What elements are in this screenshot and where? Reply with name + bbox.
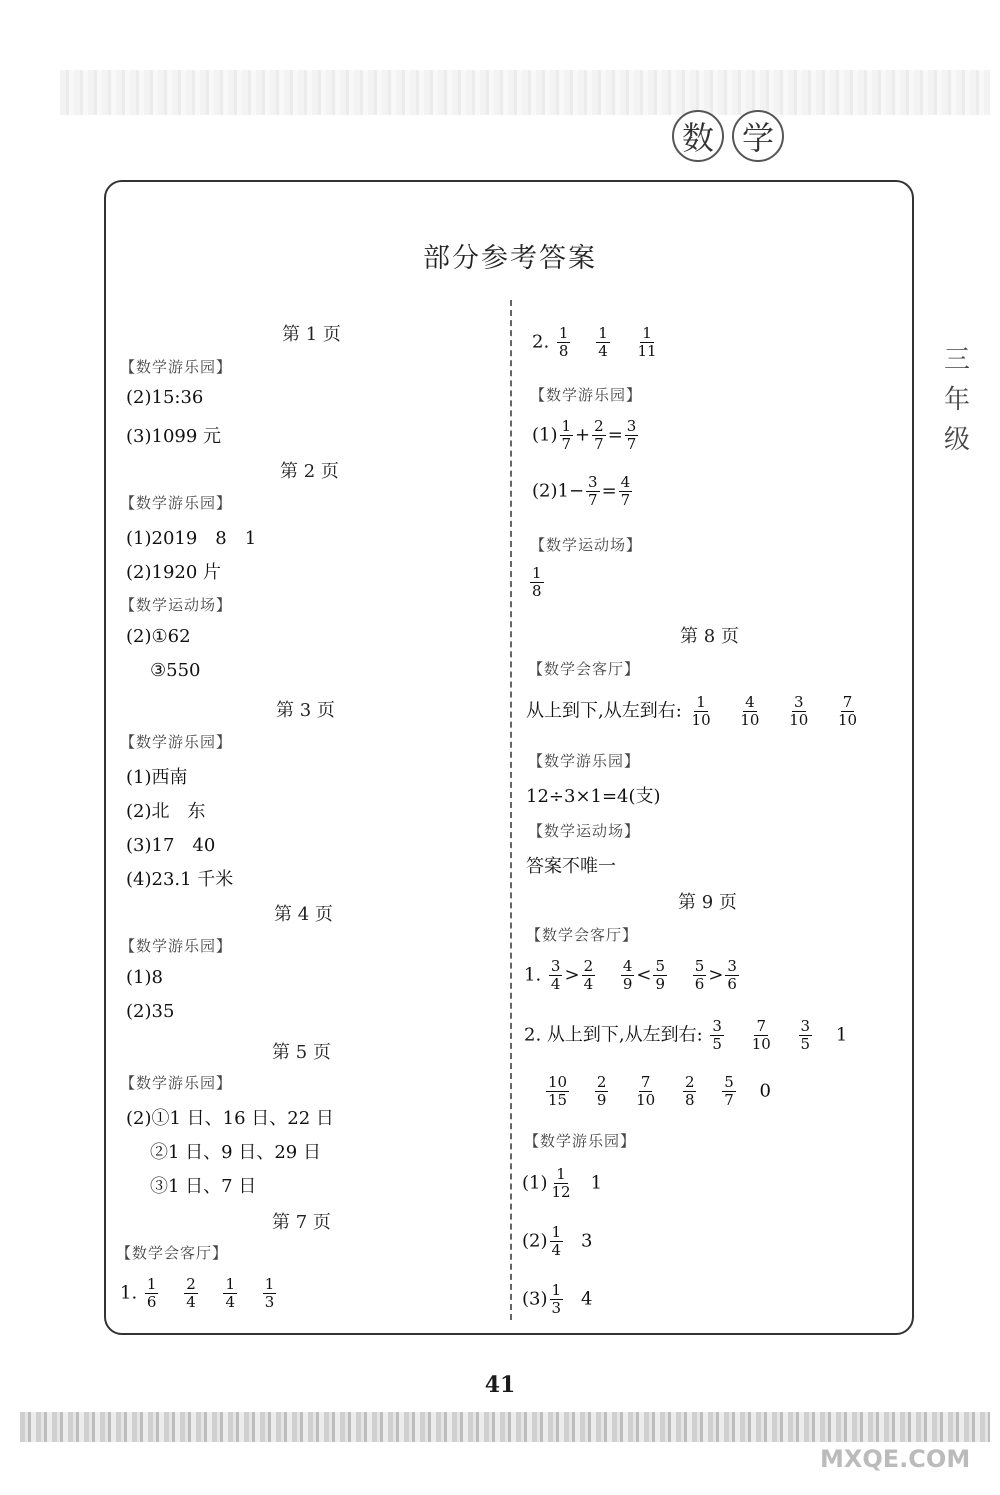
denominator: 4 <box>551 1241 562 1259</box>
numerator: 1 <box>642 324 652 342</box>
denominator: 10 <box>751 1035 771 1053</box>
fraction <box>693 958 707 993</box>
fraction <box>596 325 610 360</box>
numerator: 1 <box>598 324 608 342</box>
answer-line: (1)2019 8 1 <box>126 528 257 549</box>
denominator: 3 <box>264 1293 275 1311</box>
numerator: 1 <box>264 1275 275 1293</box>
numerator: 1 <box>558 324 569 342</box>
page-heading: 第 9 页 <box>678 892 737 913</box>
answer-line: (3)1099 元 <box>126 426 222 447</box>
fraction <box>621 958 635 993</box>
answer-line <box>522 1224 593 1259</box>
fraction <box>145 1276 159 1311</box>
value: 1 <box>835 1024 848 1046</box>
section-label: 【数学运动场】 <box>120 596 233 614</box>
denominator: 11 <box>637 342 657 360</box>
page-heading: 第 3 页 <box>276 700 335 721</box>
denominator: 10 <box>740 711 760 729</box>
numerator: 1 <box>556 1165 566 1183</box>
numerator: 4 <box>620 473 631 491</box>
fraction <box>787 694 810 729</box>
denominator: 3 <box>551 1299 562 1317</box>
page-heading: 第 7 页 <box>272 1212 331 1233</box>
numerator: 4 <box>622 957 633 975</box>
item-number: (1) <box>532 424 558 446</box>
answer-line: ③550 <box>150 660 201 681</box>
numerator: 10 <box>548 1073 568 1091</box>
subject-char: 数 <box>672 110 724 162</box>
subject-char: 学 <box>732 110 784 162</box>
item-number: (2)1− <box>532 480 585 502</box>
page-heading: 第 4 页 <box>274 904 333 925</box>
fraction <box>722 1074 736 1109</box>
numerator: 5 <box>694 957 705 975</box>
answer-line <box>522 1166 602 1201</box>
answer-line <box>544 1074 771 1109</box>
answer-line: 12÷3×1=4(支) <box>526 786 661 807</box>
item-number: (2) <box>522 1230 548 1252</box>
numerator: 2 <box>583 957 594 975</box>
section-label: 【数学游乐园】 <box>120 733 233 751</box>
operator: + <box>575 424 591 446</box>
denominator: 9 <box>655 975 666 993</box>
page-number: 41 <box>484 1372 516 1398</box>
denominator: 7 <box>626 435 637 453</box>
section-label: 【数学游乐园】 <box>120 937 233 955</box>
numerator: 3 <box>712 1017 722 1035</box>
denominator: 10 <box>636 1091 656 1109</box>
denominator: 15 <box>548 1091 568 1109</box>
denominator: 12 <box>551 1183 571 1201</box>
denominator: 4 <box>225 1293 236 1311</box>
answer-line <box>532 418 640 453</box>
numerator: 1 <box>696 693 706 711</box>
numerator: 2 <box>594 417 604 435</box>
answer-line: ②1 日、9 日、29 日 <box>150 1142 321 1163</box>
fraction <box>530 565 544 600</box>
fraction <box>725 958 739 993</box>
fraction <box>635 325 658 360</box>
fraction <box>557 325 571 360</box>
numerator: 1 <box>225 1275 236 1293</box>
fraction <box>683 1074 697 1109</box>
numerator: 7 <box>756 1017 767 1035</box>
grade-char: 级 <box>943 425 970 455</box>
footer-decoration-band <box>20 1412 990 1442</box>
fraction <box>690 694 713 729</box>
numerator: 3 <box>727 957 737 975</box>
fraction <box>634 1074 657 1109</box>
fraction <box>592 418 606 453</box>
instruction: 2. 从上到下,从左到右: <box>524 1024 703 1046</box>
value: 0 <box>759 1080 771 1102</box>
answer-line: (2)①62 <box>126 626 191 647</box>
answer-line: (4)23.1 千米 <box>126 869 234 890</box>
fraction <box>582 958 596 993</box>
numerator: 5 <box>724 1073 734 1091</box>
grade-char: 年 <box>943 385 970 415</box>
answer-line <box>522 1282 593 1317</box>
answer-line: (1)西南 <box>126 767 188 788</box>
value: 1 <box>590 1172 603 1194</box>
answer-line: 答案不唯一 <box>526 856 616 877</box>
page-heading: 第 2 页 <box>280 461 339 482</box>
denominator: 7 <box>724 1091 734 1109</box>
section-label: 【数学游乐园】 <box>120 358 233 376</box>
denominator: 6 <box>146 1293 157 1311</box>
fraction <box>836 694 859 729</box>
section-label: 【数学运动场】 <box>528 822 641 840</box>
denominator: 10 <box>691 711 711 729</box>
operator: > <box>708 964 724 986</box>
grade-label <box>942 340 972 460</box>
denominator: 4 <box>186 1293 196 1311</box>
denominator: 9 <box>622 975 633 993</box>
fraction <box>560 418 574 453</box>
numerator: 3 <box>550 957 561 975</box>
grade-char: 三 <box>943 345 970 375</box>
fraction <box>799 1018 813 1053</box>
answer-line: ③1 日、7 日 <box>150 1176 257 1197</box>
numerator: 1 <box>551 1223 562 1241</box>
fraction <box>595 1074 609 1109</box>
fraction <box>619 474 633 509</box>
answer-line <box>532 325 661 360</box>
denominator: 10 <box>789 711 809 729</box>
instruction: 从上到下,从左到右: <box>526 700 682 722</box>
page-title: 部分参考答案 <box>423 243 597 274</box>
numerator: 1 <box>561 417 572 435</box>
operator: > <box>564 964 580 986</box>
fraction <box>263 1276 277 1311</box>
fraction <box>184 1276 198 1311</box>
item-number: 1. <box>120 1282 138 1304</box>
answer-line: (2)35 <box>126 1001 175 1022</box>
section-label: 【数学游乐园】 <box>528 752 641 770</box>
denominator: 8 <box>558 342 569 360</box>
denominator: 5 <box>712 1035 722 1053</box>
denominator: 7 <box>620 491 631 509</box>
answer-line: (2)①1 日、16 日、22 日 <box>126 1108 334 1129</box>
denominator: 7 <box>588 491 598 509</box>
section-label: 【数学会客厅】 <box>528 660 641 678</box>
numerator: 1 <box>532 564 542 582</box>
answer-line: (3)17 40 <box>126 835 216 856</box>
answer-line <box>528 565 546 600</box>
denominator: 4 <box>550 975 561 993</box>
operator: < <box>636 964 652 986</box>
numerator: 3 <box>800 1017 811 1035</box>
fraction <box>549 958 563 993</box>
operator: = <box>607 424 623 446</box>
section-label: 【数学游乐园】 <box>120 1074 233 1092</box>
fraction <box>223 1276 237 1311</box>
fraction <box>550 1282 564 1317</box>
section-label: 【数学游乐园】 <box>530 386 643 404</box>
subject-badge <box>672 110 792 160</box>
fraction <box>710 1018 724 1053</box>
numerator: 7 <box>640 1073 651 1091</box>
denominator: 6 <box>727 975 737 993</box>
denominator: 4 <box>583 975 594 993</box>
section-label: 【数学游乐园】 <box>120 494 233 512</box>
denominator: 8 <box>684 1091 695 1109</box>
answer-line <box>532 474 634 509</box>
section-label: 【数学游乐园】 <box>524 1132 637 1150</box>
fraction <box>550 1224 564 1259</box>
fraction <box>546 1074 569 1109</box>
answer-line: (2)北 东 <box>126 801 206 822</box>
value: 4 <box>581 1288 593 1310</box>
numerator: 2 <box>596 1073 607 1091</box>
denominator: 7 <box>594 435 604 453</box>
page-heading: 第 1 页 <box>282 324 341 345</box>
answer-line: (2)15:36 <box>126 387 204 408</box>
numerator: 2 <box>186 1275 196 1293</box>
denominator: 4 <box>598 342 608 360</box>
denominator: 9 <box>596 1091 607 1109</box>
numerator: 1 <box>551 1281 562 1299</box>
section-label: 【数学运动场】 <box>530 536 643 554</box>
item-number: 2. <box>532 331 550 353</box>
denominator: 6 <box>694 975 705 993</box>
answer-line <box>524 1018 847 1053</box>
item-number: 1. <box>524 964 542 986</box>
denominator: 7 <box>561 435 572 453</box>
section-label: 【数学会客厅】 <box>116 1244 229 1262</box>
watermark: MXQE.COM <box>820 1445 971 1473</box>
numerator: 2 <box>684 1073 695 1091</box>
column-divider <box>510 300 512 1320</box>
item-number: (3) <box>522 1288 548 1310</box>
fraction <box>586 474 600 509</box>
value: 3 <box>581 1230 593 1252</box>
numerator: 3 <box>626 417 637 435</box>
numerator: 3 <box>588 473 598 491</box>
page-heading: 第 8 页 <box>680 626 739 647</box>
fraction <box>625 418 639 453</box>
answer-line: (2)1920 片 <box>126 562 222 583</box>
denominator: 8 <box>532 582 542 600</box>
numerator: 1 <box>146 1275 157 1293</box>
item-number: (1) <box>522 1172 548 1194</box>
answer-line <box>524 958 741 993</box>
answer-line: (1)8 <box>126 967 163 988</box>
numerator: 4 <box>745 693 755 711</box>
fraction <box>653 958 667 993</box>
operator: = <box>601 480 617 502</box>
numerator: 7 <box>842 693 853 711</box>
fraction <box>550 1166 573 1201</box>
header-decoration-band <box>60 70 990 115</box>
answer-line <box>120 1276 278 1311</box>
fraction <box>750 1018 773 1053</box>
denominator: 5 <box>800 1035 811 1053</box>
numerator: 5 <box>655 957 666 975</box>
numerator: 3 <box>793 693 804 711</box>
section-label: 【数学会客厅】 <box>526 926 639 944</box>
answer-line <box>526 694 861 729</box>
denominator: 10 <box>838 711 858 729</box>
fraction <box>738 694 761 729</box>
page-heading: 第 5 页 <box>272 1042 331 1063</box>
